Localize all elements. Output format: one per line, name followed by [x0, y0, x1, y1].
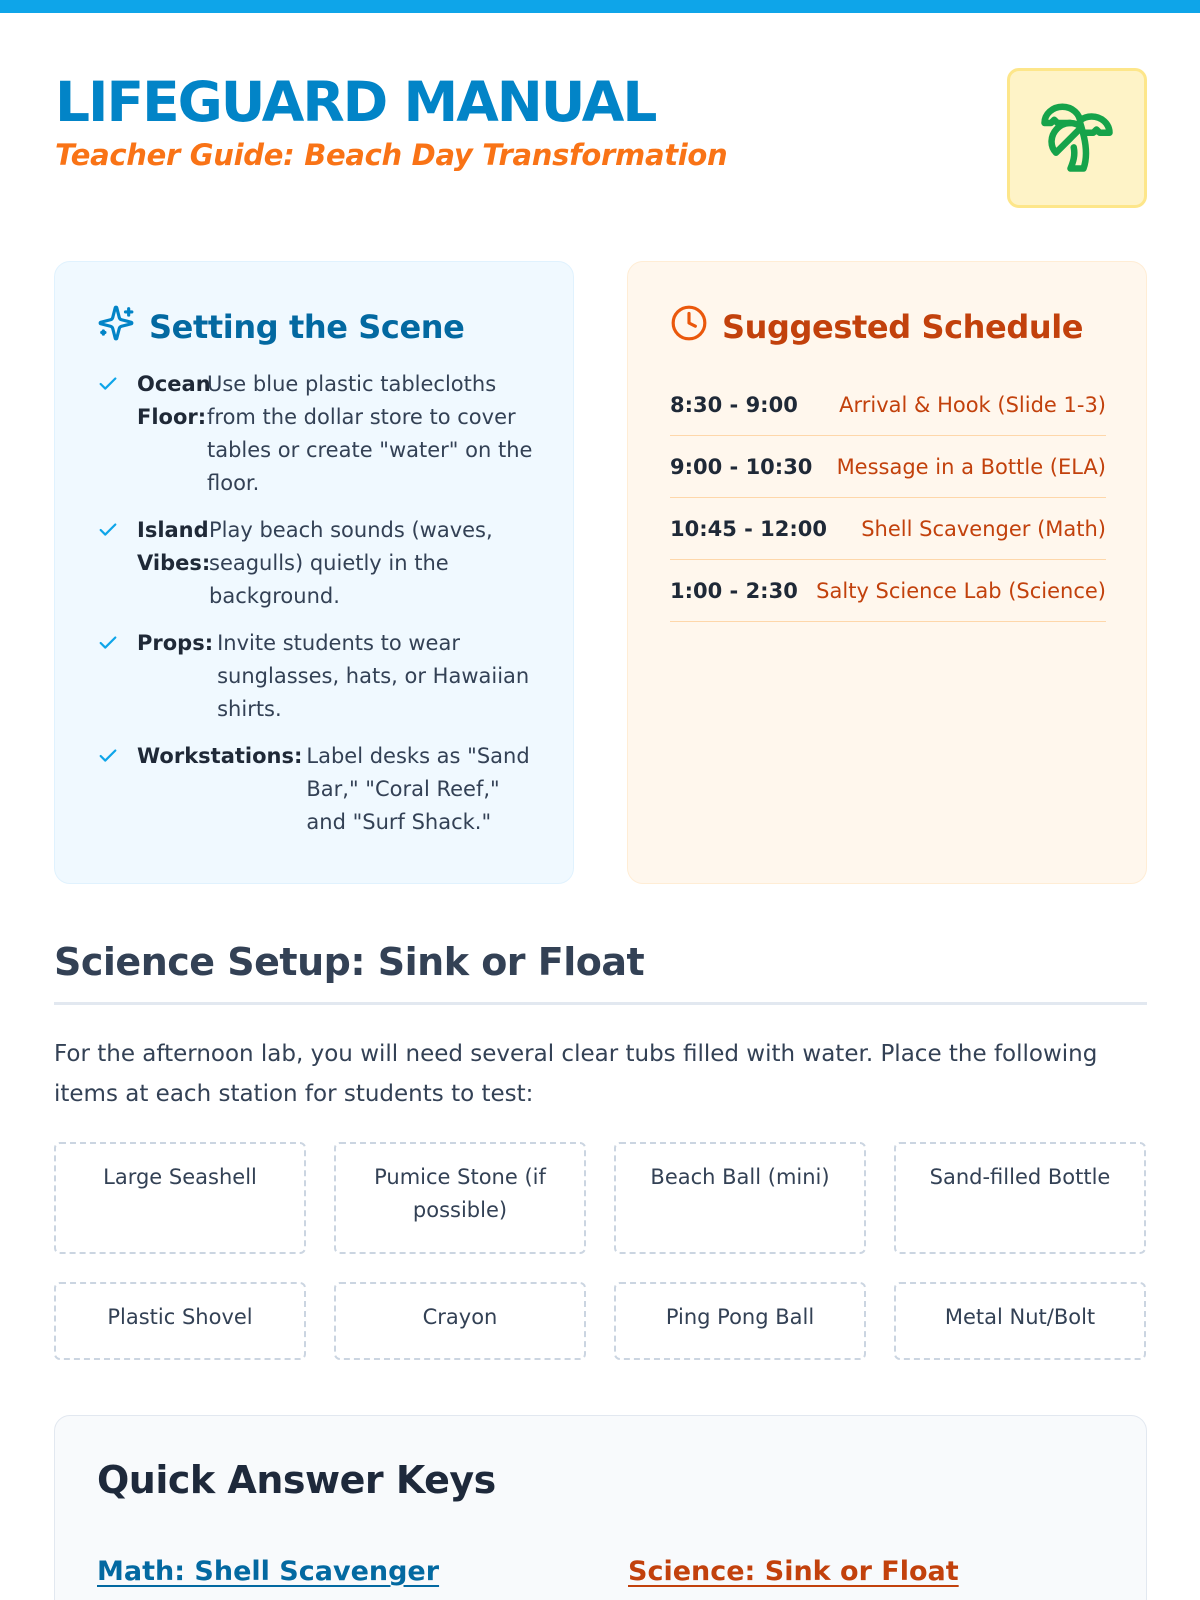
scene-item-label: Island Vibes: — [137, 518, 211, 575]
science-item: Crayon — [334, 1282, 586, 1360]
palm-tree-icon — [1038, 97, 1116, 179]
schedule-activity: Arrival & Hook (Slide 1-3) — [839, 392, 1106, 417]
schedule-row — [670, 436, 1106, 498]
science-item: Pumice Stone (if possible) — [334, 1142, 586, 1254]
scene-heading — [97, 304, 464, 350]
science-answer-key-link[interactable]: Science: Sink or Float — [628, 1556, 959, 1587]
schedule-activity: Salty Science Lab (Science) — [816, 578, 1106, 603]
top-accent-bar — [0, 0, 1200, 13]
clock-icon — [670, 304, 722, 350]
scene-item-props — [97, 627, 537, 726]
schedule-heading — [670, 304, 1083, 350]
check-icon — [97, 514, 137, 613]
page-subtitle: Teacher Guide: Beach Day Transformation — [55, 138, 728, 172]
scene-list — [97, 368, 537, 853]
science-items-grid — [54, 1142, 1147, 1360]
page-header — [55, 72, 1147, 212]
answer-keys-title: Quick Answer Keys — [97, 1458, 496, 1502]
scene-item-label: Workstations: — [137, 744, 303, 768]
schedule-row — [670, 560, 1106, 622]
science-item: Beach Ball (mini) — [614, 1142, 866, 1254]
logo-badge — [1007, 68, 1147, 208]
scene-item-text: Label desks as "Sand Bar," "Coral Reef," and "Surf Shack." — [306, 744, 530, 834]
scene-item-ocean-floor — [97, 368, 537, 500]
science-item: Plastic Shovel — [54, 1282, 306, 1360]
schedule-activity: Message in a Bottle (ELA) — [836, 454, 1106, 479]
science-item: Large Seashell — [54, 1142, 306, 1254]
setting-the-scene-card — [54, 261, 574, 884]
check-icon — [97, 368, 137, 500]
science-item: Ping Pong Ball — [614, 1282, 866, 1360]
schedule-row — [670, 374, 1106, 436]
scene-item-text: Use blue plastic tablecloths from the dollar store to cover tables or create "water" on the floor. — [207, 372, 533, 495]
science-item: Sand-filled Bottle — [894, 1142, 1146, 1254]
scene-item-text: Play beach sounds (waves, seagulls) quietly in the background. — [209, 518, 493, 608]
answer-keys-card — [54, 1415, 1147, 1600]
schedule-row — [670, 498, 1106, 560]
scene-item-label: Ocean Floor: — [137, 372, 211, 429]
science-section-title: Science Setup: Sink or Float — [54, 940, 1147, 1005]
check-icon — [97, 627, 137, 726]
science-intro: For the afternoon lab, you will need several clear tubs filled with water. Place the following items at each station for students to test: — [54, 1041, 1098, 1107]
scene-item-text: Invite students to wear sunglasses, hats, or Hawaiian shirts. — [217, 631, 530, 721]
suggested-schedule-card — [627, 261, 1147, 884]
schedule-time: 8:30 - 9:00 — [670, 392, 798, 417]
schedule-time: 9:00 - 10:30 — [670, 454, 813, 479]
science-item: Metal Nut/Bolt — [894, 1282, 1146, 1360]
schedule-time: 10:45 - 12:00 — [670, 516, 828, 541]
scene-title: Setting the Scene — [149, 308, 465, 346]
check-icon — [97, 740, 137, 839]
scene-item-label: Props: — [137, 631, 214, 655]
page-title: LIFEGUARD MANUAL — [55, 70, 656, 134]
scene-item-workstations — [97, 740, 537, 839]
sparkles-icon — [97, 304, 149, 350]
schedule-title: Suggested Schedule — [722, 308, 1084, 346]
schedule-list — [670, 374, 1106, 622]
math-answer-key-link[interactable]: Math: Shell Scavenger — [97, 1556, 440, 1587]
schedule-activity: Shell Scavenger (Math) — [861, 516, 1106, 541]
scene-item-island-vibes — [97, 514, 537, 613]
schedule-time: 1:00 - 2:30 — [670, 578, 798, 603]
